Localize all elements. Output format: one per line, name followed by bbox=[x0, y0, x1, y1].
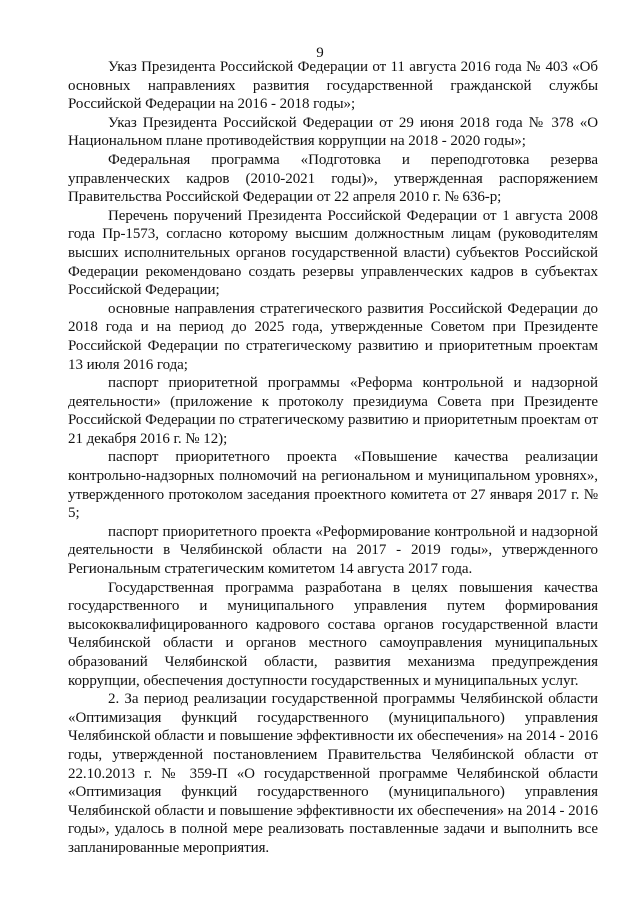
document-body bbox=[68, 58, 598, 858]
paragraph-federal-program: Федеральная программа «Подготовка и переподготовка резерва управленческих кадров (2010-2021 годы)», утвержденная распоряжением Правительства Российской Федерации от 22 апреля 2010 г. № 636-р; bbox=[68, 151, 598, 206]
paragraph-president-instructions: Перечень поручений Президента Российской Федерации от 1 августа 2008 года Пр-1573, согласно которому высшим должностным лицам (руководителям высших исполнительных органов государственной власти) субъектов Российской Федерации рекомендовано создать резервы управленческих кадров в субъектах Российской Федерации; bbox=[68, 207, 598, 299]
paragraph-decree-378: Указ Президента Российской Федерации от 29 июня 2018 года № 378 «О Национальном плане противодействия коррупции на 2018 - 2020 годы»; bbox=[68, 114, 598, 150]
paragraph-decree-403: Указ Президента Российской Федерации от 11 августа 2016 года № 403 «Об основных направлениях развития государственной гражданской службы Российской Федерации на 2016 - 2018 годы»; bbox=[68, 59, 598, 113]
paragraph-program-purpose: Государственная программа разработана в целях повышения качества государственного и муниципального управления путем формирования высококвалифицированного кадрового состава органов государственной власти Челябинской области и органов местного самоуправления муниципальных образований Челябинской области, развития механизма предупреждения коррупции, обеспечения доступности государственных и муниципальных услуг. bbox=[68, 579, 598, 689]
paragraph-strategic-directions: основные направления стратегического развития Российской Федерации до 2018 года и на период до 2025 года, утвержденные Советом при Президенте Российской Федерации по стратегическому развитию и приоритетным проектам 13 июля 2016 года; bbox=[68, 300, 598, 373]
paragraph-chelyabinsk-project-passport: паспорт приоритетного проекта «Реформирование контрольной и надзорной деятельности в Челябинской области на 2017 - 2019 годы», утвержденного Региональным стратегическим комитетом 14 августа 2017 года. bbox=[68, 523, 598, 578]
page-number: 9 bbox=[316, 45, 324, 61]
paragraph-quality-project-passport: паспорт приоритетного проекта «Повышение качества реализации контрольно-надзорных полномочий на региональном и муниципальном уровнях», утвержденного протоколом заседания проектного комитета от 27 января 2017 г. № 5; bbox=[68, 449, 598, 522]
paragraph-reform-program-passport: паспорт приоритетной программы «Реформа контрольной и надзорной деятельности» (приложение к протоколу президиума Совета при Президенте Российской Федерации по стратегическому развитию и приоритетным проектам от 21 декабря 2016 г. № 12); bbox=[68, 375, 598, 447]
paragraph-implementation-results: 2. За период реализации государственной программы Челябинской области «Оптимизация функций государственного (муниципального) управления Челябинской области и повышение эффективности их обеспечения» на 2014 - 2016 годы, утвержденной постановлением Правительства Челябинской области от 22.10.2013 г. № 359-П «О государственной программе Челябинской области «Оптимизация функций государственного (муниципального) управления Челябинской области и повышение эффективности их обеспечения» на 2014 - 2016 годы», удалось в полной мере реализовать поставленные задачи и выполнить все запланированные мероприятия. bbox=[68, 691, 598, 856]
